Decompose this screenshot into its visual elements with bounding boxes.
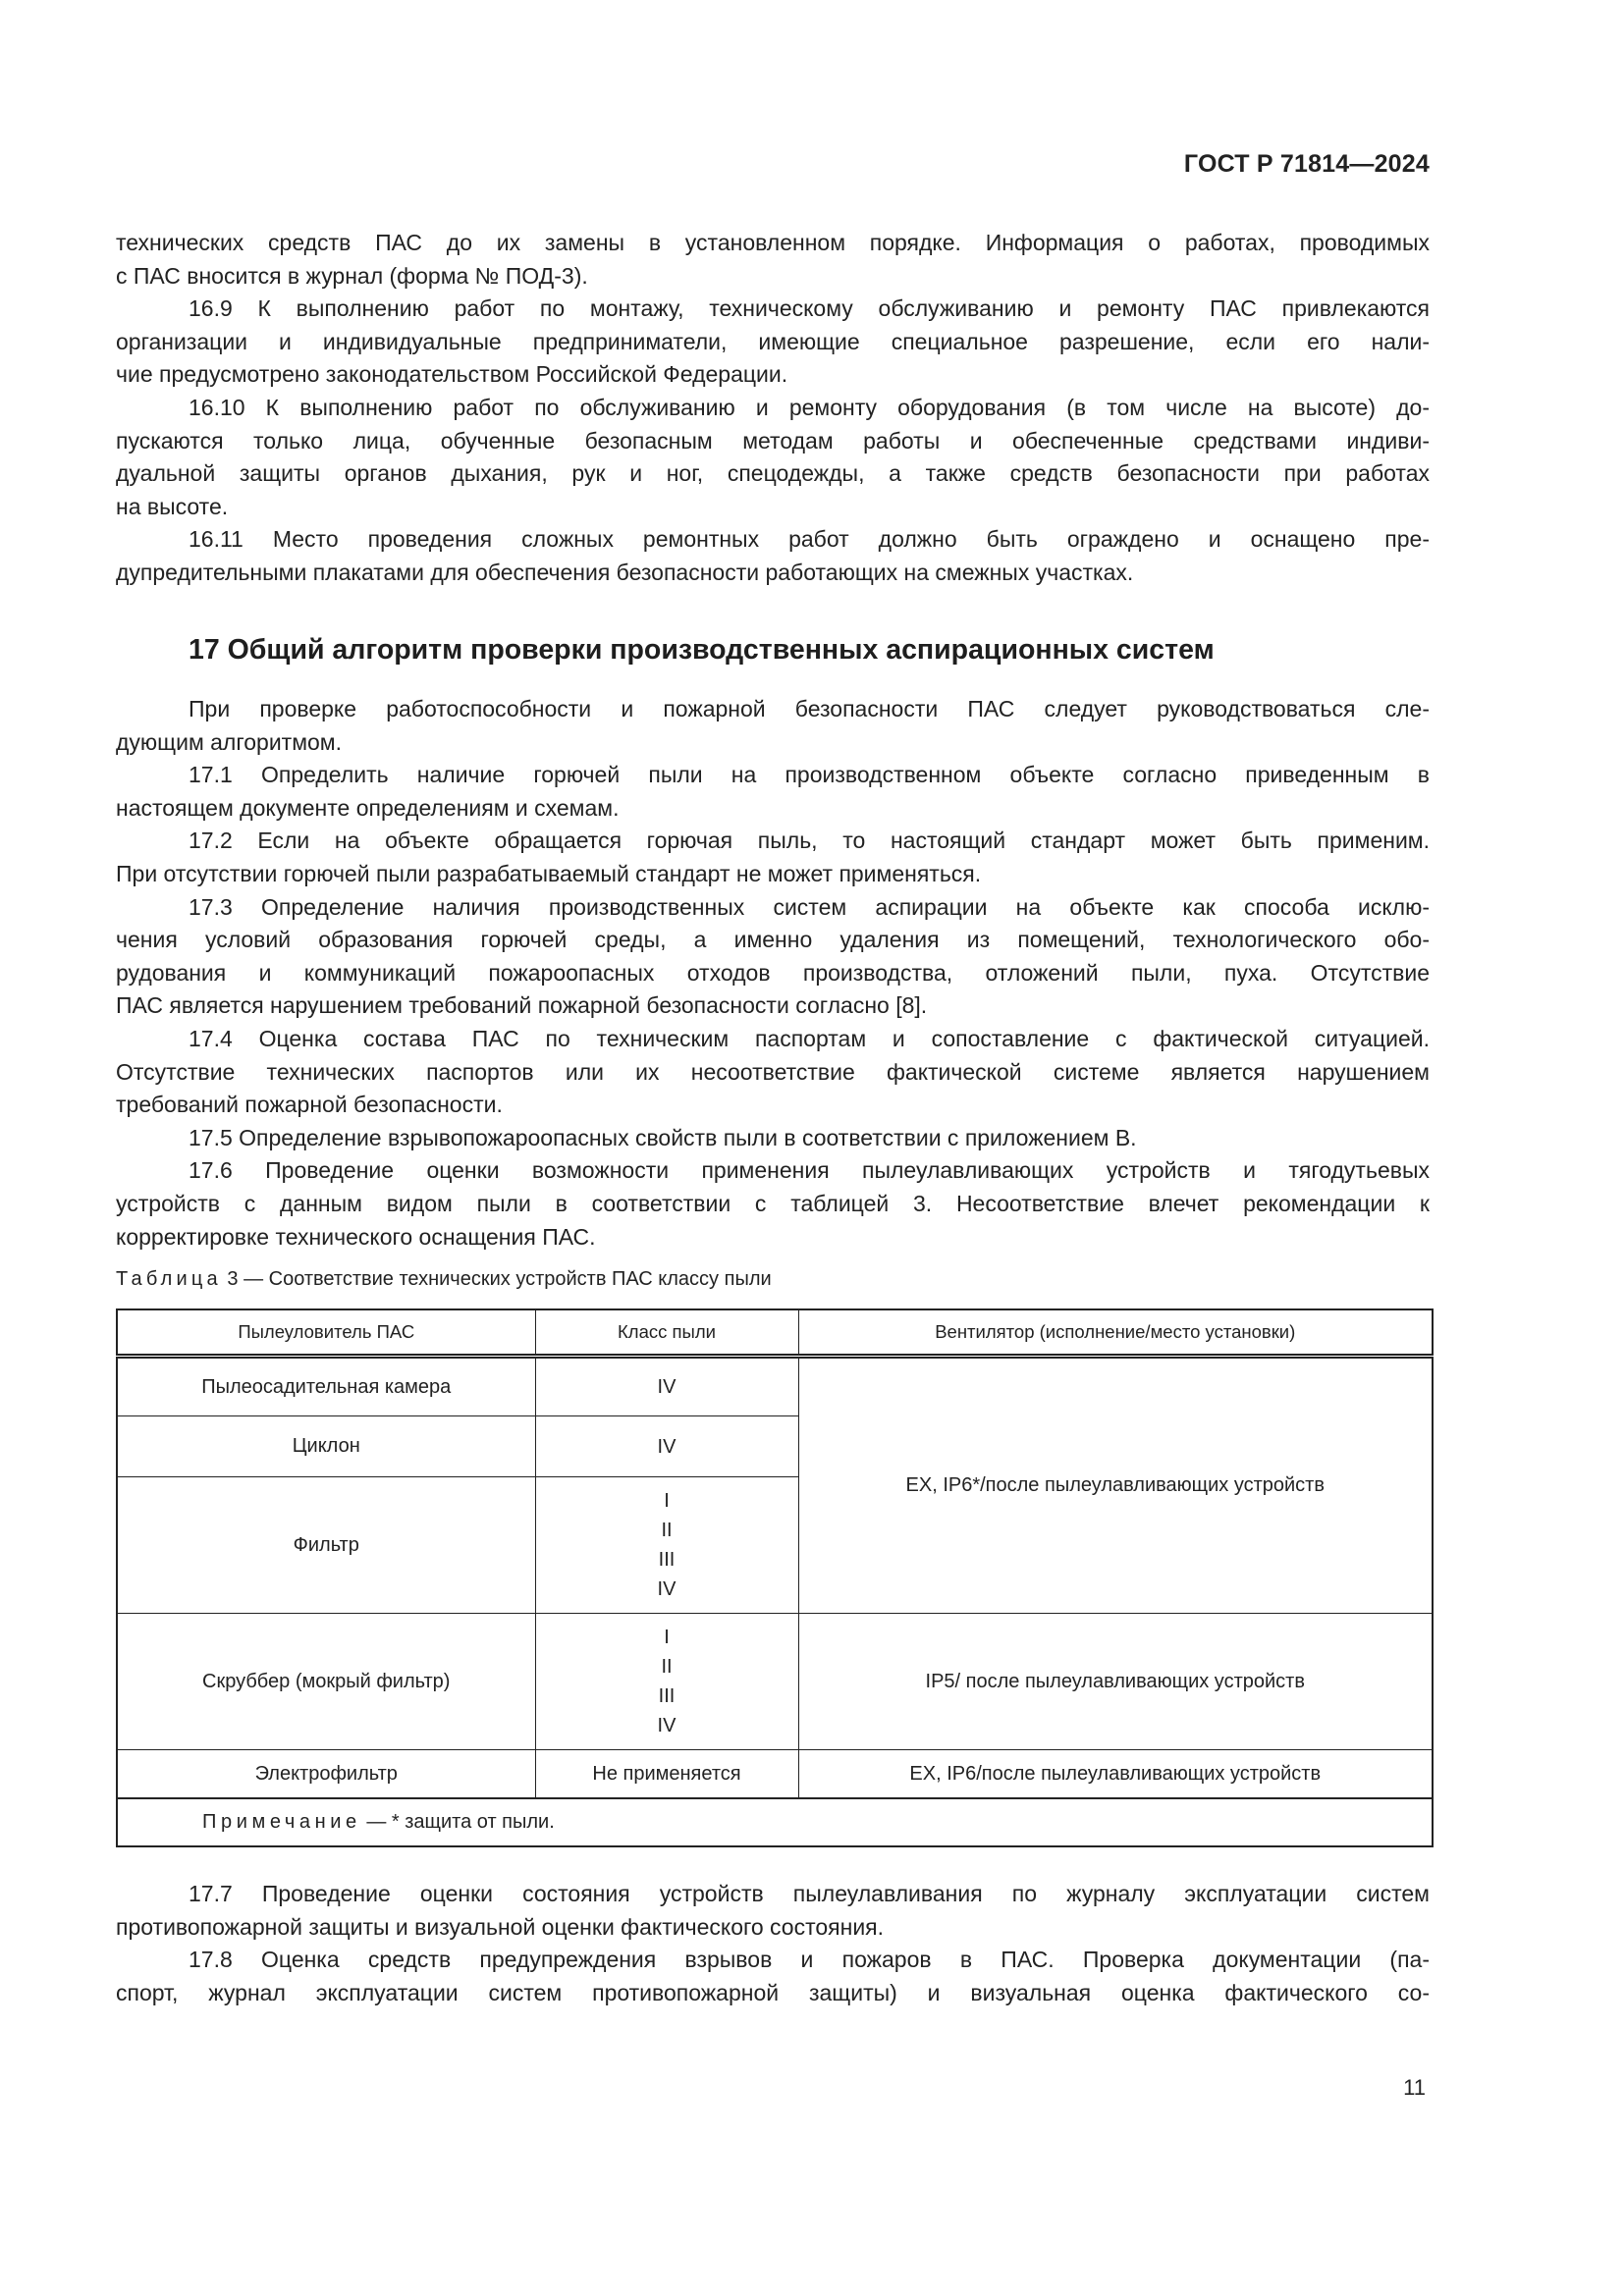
column-header-dust-class: Класс пыли (535, 1309, 798, 1357)
text-line: 17.1 Определить наличие горючей пыли на производственном объекте согласно приведенным в (189, 762, 1430, 788)
cell-device: Скруббер (мокрый фильтр) (117, 1614, 535, 1750)
document-designation: ГОСТ Р 71814—2024 (1183, 150, 1430, 178)
table-note-row (117, 1798, 1433, 1846)
text-line: устройств с данным видом пыли в соответствии с таблицей 3. Несоответствие влечет рекомендации к (116, 1190, 1430, 1216)
text-line: дующим алгоритмом. (116, 728, 343, 755)
table-header-row (117, 1309, 1433, 1357)
dust-class-value: IV (657, 1578, 677, 1600)
text-line: ПАС является нарушением требований пожарной безопасности согласно [8]. (116, 992, 928, 1019)
dust-class-value: IV (657, 1715, 677, 1736)
text-line: рудования и коммуникаций пожароопасных отходов производства, отложений пыли, пуха. Отсутствие (116, 959, 1430, 986)
text-line: дуальной защиты органов дыхания, рук и ног, спецодежды, а также средств безопасности при работах (116, 460, 1430, 487)
dust-class-value: III (658, 1549, 676, 1571)
text-line: 17.7 Проведение оценки состояния устройств пылеулавливания по журналу эксплуатации систем (189, 1881, 1430, 1906)
dust-class-value: II (661, 1656, 673, 1678)
table-caption-label: Таблица (116, 1268, 222, 1290)
cell-fan: EX, IP6/после пылеулавливающих устройств (798, 1750, 1433, 1799)
dust-class-value: II (661, 1520, 673, 1541)
text-line: чения условий образования горючей среды, а именно удаления из помещений, технологического обо- (116, 927, 1430, 953)
text-line: организации и индивидуальные предприниматели, имеющие специальное разрешение, если его нали- (116, 328, 1430, 354)
text-line: дупредительными плакатами для обеспечения безопасности работающих на смежных участках. (116, 559, 1134, 585)
text-line: на высоте. (116, 493, 229, 519)
cell-device: Электрофильтр (117, 1750, 535, 1799)
text-line: с ПАС вносится в журнал (форма № ПОД-3). (116, 262, 588, 289)
cell-dust-class (535, 1477, 798, 1614)
dust-class-value: I (664, 1490, 670, 1512)
text-line: пускаются только лица, обученные безопасным методам работы и обеспеченные средствами индиви- (116, 427, 1430, 454)
text-block-section17 (116, 693, 1430, 1254)
text-line: 16.11 Место проведения сложных ремонтных работ должно быть ограждено и оснащено пре- (189, 526, 1430, 553)
text-line: 17.3 Определение наличия производственных систем аспирации на объекте как способа исклю- (189, 893, 1430, 920)
cell-dust-class: Не применяется (535, 1750, 798, 1799)
note-dash: — (360, 1811, 392, 1833)
text-line: 16.10 К выполнению работ по обслуживанию и ремонту оборудования (в том числе на высоте) до- (189, 394, 1430, 420)
note-label: Примечание (202, 1811, 361, 1833)
text-line: При проверке работоспособности и пожарной безопасности ПАС следует руководствоваться сле- (189, 696, 1430, 721)
dust-class-value: III (658, 1685, 676, 1707)
page-number: 11 (1403, 2075, 1426, 2100)
dust-class-value: I (664, 1627, 670, 1648)
text-line: 17.4 Оценка состава ПАС по техническим паспортам и сопоставление с фактической ситуацией. (189, 1025, 1430, 1051)
cell-fan-merged: EX, IP6*/после пылеулавливающих устройств (798, 1357, 1433, 1614)
text-line: При отсутствии горючей пыли разрабатываемый стандарт не может применяться. (116, 860, 982, 886)
text-line: противопожарной защиты и визуальной оценки фактического состояния. (116, 1913, 885, 1940)
table-caption-text: 3 — Соответствие технических устройств ПАС классу пыли (221, 1268, 772, 1290)
cell-dust-class (535, 1416, 798, 1477)
text-line: чие предусмотрено законодательством Российской Федерации. (116, 361, 788, 388)
text-line: корректировке технического оснащения ПАС. (116, 1223, 596, 1250)
dust-class-table (116, 1308, 1434, 1847)
table-row (117, 1750, 1433, 1799)
text-line: технических средств ПАС до их замены в установленном порядке. Информация о работах, проводимых (116, 230, 1430, 255)
table-row (117, 1357, 1433, 1416)
cell-dust-class (535, 1357, 798, 1416)
cell-dust-class (535, 1614, 798, 1750)
note-text: * защита от пыли. (391, 1811, 555, 1833)
cell-device: Фильтр (117, 1477, 535, 1614)
text-line: 17.5 Определение взрывопожароопасных свойств пыли в соответствии с приложением В. (189, 1124, 1137, 1150)
dust-class-value: IV (657, 1376, 677, 1398)
column-header-fan: Вентилятор (исполнение/место установки) (798, 1309, 1433, 1357)
text-block-section17-continued (116, 1878, 1430, 2009)
text-line: 17.2 Если на объекте обращается горючая пыль, то настоящий стандарт может быть применим. (189, 828, 1430, 854)
dust-class-value: IV (657, 1435, 677, 1458)
text-block-section16 (116, 227, 1430, 590)
text-line: 17.6 Проведение оценки возможности применения пылеулавливающих устройств и тягодутьевых (189, 1157, 1430, 1184)
column-header-collector: Пылеуловитель ПАС (117, 1309, 535, 1357)
cell-device: Циклон (117, 1416, 535, 1477)
cell-device: Пылеосадительная камера (117, 1357, 535, 1416)
text-line: требований пожарной безопасности. (116, 1092, 503, 1118)
text-line: 17.8 Оценка средств предупреждения взрывов и пожаров в ПАС. Проверка документации (па- (189, 1947, 1430, 1973)
table-caption (116, 1265, 772, 1293)
text-line: Отсутствие технических паспортов или их несоответствие фактической системе является нарушением (116, 1058, 1430, 1085)
section-heading-17: 17 Общий алгоритм проверки производственных аспирационных систем (189, 634, 1215, 666)
cell-fan: IP5/ после пылеулавливающих устройств (798, 1614, 1433, 1750)
text-line: спорт, журнал эксплуатации систем противопожарной защиты) и визуальная оценка фактического со- (116, 1979, 1430, 2005)
table-row (117, 1614, 1433, 1750)
text-line: 16.9 К выполнению работ по монтажу, техническому обслуживанию и ремонту ПАС привлекаются (189, 295, 1430, 322)
text-line: настоящем документе определениям и схемам. (116, 794, 620, 821)
table-note (117, 1798, 1433, 1846)
